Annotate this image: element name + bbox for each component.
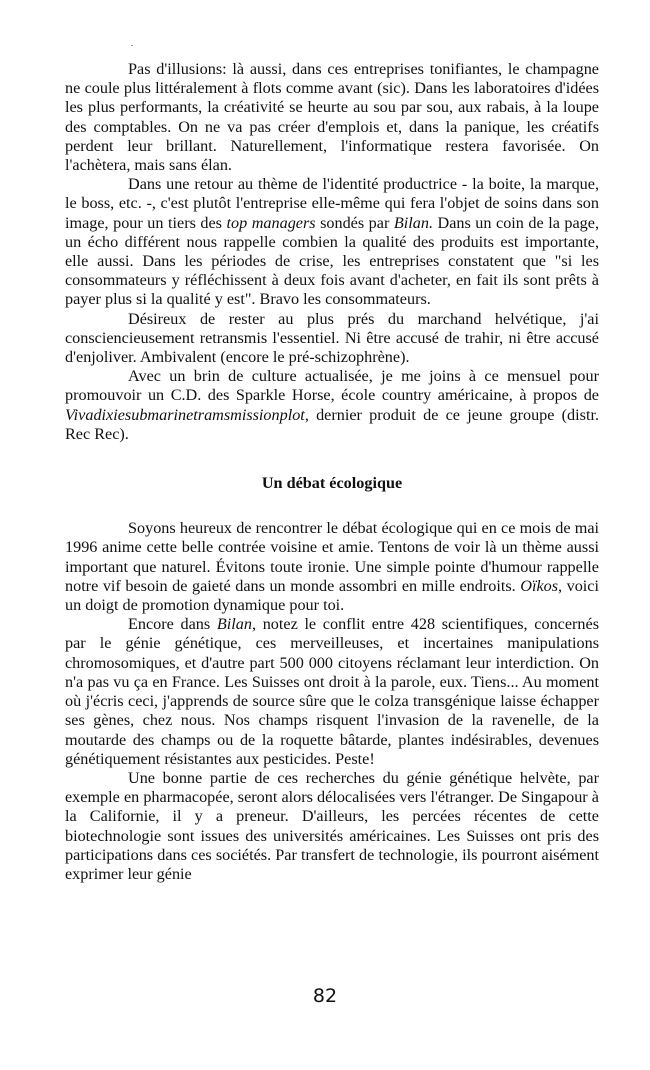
italic-phrase: top managers	[226, 213, 316, 232]
paragraph: Avec un brin de culture actualisée, je me joins à ce mensuel pour promouvoir un C.D. des Sparkle Horse, école country américaine, à propos de Vivadixiesubmarinetramsmissionplot, dernier produit de ce jeune groupe (distr. Rec Rec).	[65, 367, 599, 443]
section-after	[65, 519, 599, 884]
italic-phrase: Oïkos	[520, 576, 559, 595]
paragraph: Dans une retour au thème de l'identité productrice - la boite, la marque, le boss, etc. -, c'est plutôt l'entreprise elle-même qui fera l'objet de soins dans son image, pour un tiers des top managers sondés par Bilan. Dans un coin de la page, un écho différent nous rappelle combien la qualité des produits est importante, elle aussi. Dans les périodes de crise, les entreprises constatent que "si les consommateurs y réfléchissent à deux fois avant d'acheter, en fait ils sont prêts à payer plus si la qualité y est". Bravo les consommateurs.	[65, 175, 600, 309]
section-before	[65, 60, 599, 444]
book-page-body	[65, 60, 599, 884]
paragraph: Encore dans Bilan, notez le conflit entre 428 scientifiques, concernés par le génie génétique, ces merveilleuses, et incertaines manipulations chromosomiques, et d'autre part 500 000 citoyens réclamant leur interdiction. On n'a pas vu ça en France. Les Suisses ont droit à la parole, eux. Tiens... Au moment où j'écris ceci, j'apprends de source sûre que le colza transgénique laisse échapper ses gènes, chez nous. Nos champs risquent l'invasion de la ravenelle, de la moutarde des champs ou de la roquette bâtarde, plantes indésirables, devenues génétiquement résistantes aux pesticides. Peste!	[65, 615, 600, 768]
paragraph: Désireux de rester au plus prés du marchand helvétique, j'ai consciencieusement retransmis l'essentiel. Ni être accusé de trahir, ni être accusé d'enjoliver. Ambivalent (encore le pré-schizophrène).	[65, 309, 599, 367]
paragraph: Soyons heureux de rencontrer le débat écologique qui en ce mois de mai 1996 anime cette belle contrée voisine et amie. Tentons de voir là un thème aussi important que naturel. Évitons toute ironie. Une simple pointe d'humour rappelle notre vif besoin de gaieté dans un monde assombri en mille endroits. Oïkos, voici un doigt de promotion dynamique pour toi.	[65, 519, 599, 615]
italic-phrase: Bilan	[216, 615, 252, 634]
italic-phrase: Bilan.	[393, 213, 433, 232]
scan-speck	[131, 45, 133, 46]
section-heading: Un débat écologique	[261, 474, 403, 493]
page-number: 82	[312, 985, 338, 1007]
italic-phrase: Vivadixiesubmarinetramsmissionplot	[65, 405, 305, 424]
paragraph: Une bonne partie de ces recherches du génie génétique helvète, par exemple en pharmacopée, seront alors délocalisées vers l'étranger. De Singapour à la Californie, il y a preneur. D'ailleurs, les percées récentes de cette biotechnologie sont issues des universités américaines. Les Suisses ont pris des participations dans ces sociétés. Par transfert de technologie, ils pourront aisément exprimer leur génie	[65, 768, 599, 883]
paragraph: Pas d'illusions: là aussi, dans ces entreprises tonifiantes, le champagne ne coule plus littéralement à flots comme avant (sic). Dans les laboratoires d'idées les plus performants, la créativité se heurte au sou par sou, aux rabais, à la loupe des comptables. On ne va pas créer d'emplois et, dans la panique, les créatifs perdent leur brillant. Naturellement, l'informatique restera favorisée. On l'achètera, mais sans élan.	[65, 60, 599, 175]
